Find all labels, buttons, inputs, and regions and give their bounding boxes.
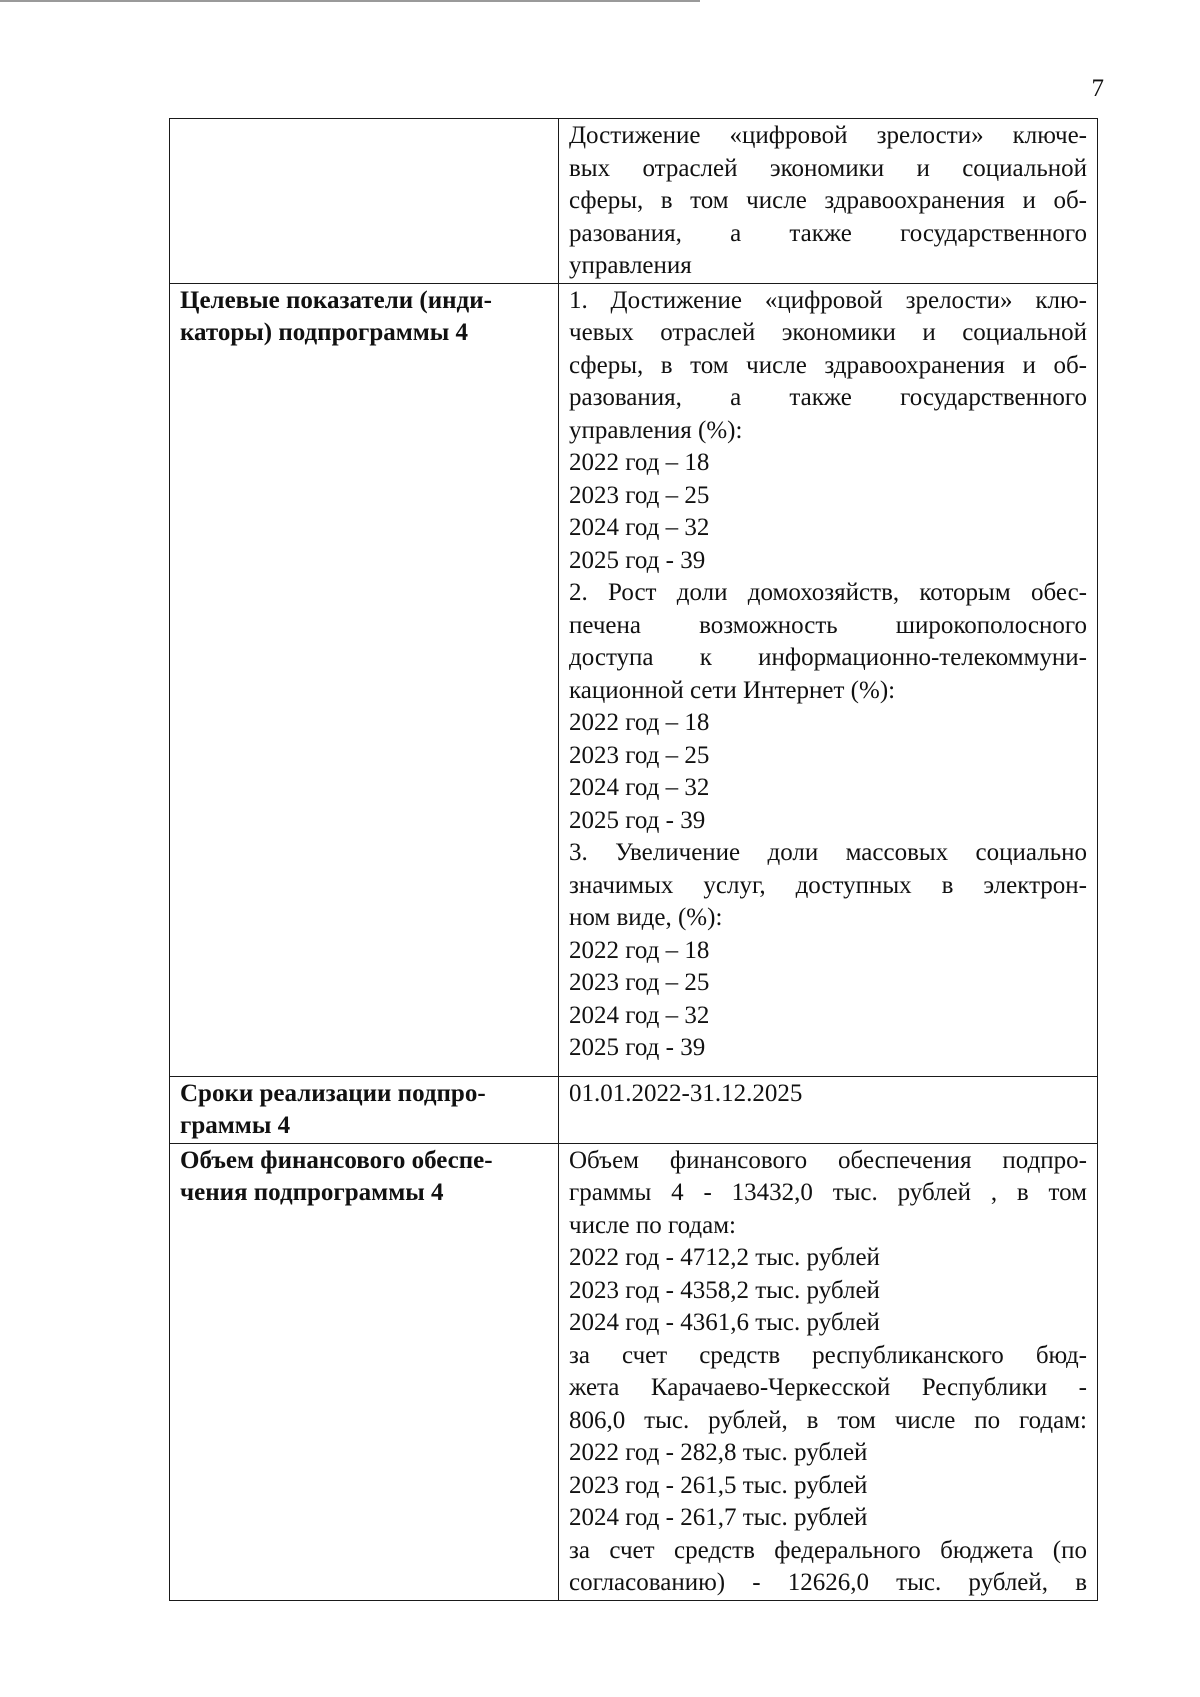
row-content-line: 2024 год - 4361,6 тыс. рублей (569, 1309, 880, 1336)
row-content-line: 2023 год – 25 (569, 969, 710, 996)
row-label-line: Сроки реализации подпро- (180, 1079, 486, 1107)
page-number: 7 (1091, 75, 1104, 102)
row-label-cell (170, 1143, 559, 1600)
row-content-line: разования, а также государственного (569, 219, 1087, 247)
row-label-line: чения подпрограммы 4 (180, 1179, 444, 1206)
row-label-line: каторы) подпрограммы 4 (180, 319, 469, 346)
row-content-line: 2023 год – 25 (569, 741, 710, 769)
row-label-cell (170, 119, 559, 284)
row-content-line: печена возможность широкополосного (569, 611, 1087, 639)
row-content-line: за счет средств федерального бюджета (по (569, 1536, 1087, 1564)
table-row (170, 1143, 1098, 1600)
row-content-line: числе по годам: (569, 1211, 736, 1239)
row-content-line: 2022 год – 18 (569, 449, 710, 476)
row-content-line: 2022 год - 282,8 тыс. рублей (569, 1439, 868, 1466)
row-content-line: 2023 год - 4358,2 тыс. рублей (569, 1276, 880, 1304)
row-content-cell (559, 119, 1098, 284)
row-content-line: 2024 год – 32 (569, 1001, 710, 1029)
row-content-line: разования, а также государственного (569, 384, 1087, 411)
row-content-line: 2. Рост доли домохозяйств, которым обес- (569, 579, 1087, 606)
table-row (170, 1076, 1098, 1143)
subprogram-passport-table (169, 118, 1098, 1601)
row-content-line: жета Карачаево-Черкесской Республики - (569, 1374, 1087, 1401)
row-content-line: управления (%): (569, 416, 743, 444)
row-content-line: 2023 год - 261,5 тыс. рублей (569, 1471, 868, 1499)
row-content-line: 2024 год – 32 (569, 774, 710, 801)
row-content-line: сферы, в том числе здравоохранения и об- (569, 187, 1087, 214)
row-content-line: 2022 год - 4712,2 тыс. рублей (569, 1244, 880, 1271)
row-label-line: Целевые показатели (инди- (180, 286, 492, 314)
row-content-line: доступа к информационно-телекоммуни- (569, 644, 1087, 671)
row-label-cell (170, 1076, 559, 1143)
row-content-line: 2025 год - 39 (569, 1034, 706, 1061)
row-content-line: 2024 год – 32 (569, 514, 710, 541)
row-content-line: Достижение «цифровой зрелости» ключе- (569, 122, 1087, 149)
row-content-line: 806,0 тыс. рублей, в том числе по годам: (569, 1406, 1087, 1434)
row-content-cell (559, 283, 1098, 1076)
row-content-line: 1. Достижение «цифровой зрелости» клю- (569, 286, 1087, 314)
row-content-line: согласованию) - 12626,0 тыс. рублей, в (569, 1569, 1087, 1596)
row-content-line: чевых отраслей экономики и социальной (569, 319, 1087, 346)
row-content-line: вых отраслей экономики и социальной (569, 154, 1087, 182)
table-row (170, 283, 1098, 1076)
table-row (170, 119, 1098, 284)
row-content-line: 01.01.2022-31.12.2025 (569, 1079, 803, 1107)
row-content-line: 3. Увеличение доли массовых социально (569, 839, 1087, 866)
row-content-line: 2023 год – 25 (569, 481, 710, 509)
row-content-cell (559, 1143, 1098, 1600)
scan-top-edge (0, 0, 700, 2)
row-content-line: значимых услуг, доступных в электрон- (569, 871, 1087, 899)
row-content-line: 2025 год - 39 (569, 806, 706, 834)
row-content-line: 2024 год - 261,7 тыс. рублей (569, 1504, 868, 1531)
row-content-line: 2025 год - 39 (569, 546, 706, 574)
row-label-cell (170, 283, 559, 1076)
row-content-cell (559, 1076, 1098, 1143)
row-content-line: Объем финансового обеспечения подпро- (569, 1146, 1087, 1174)
row-content-line: управления (569, 252, 692, 279)
row-content-line: 2022 год – 18 (569, 709, 710, 736)
row-content-line: сферы, в том числе здравоохранения и об- (569, 351, 1087, 379)
row-content-line: ном виде, (%): (569, 904, 723, 931)
row-content-line: за счет средств республиканского бюд- (569, 1341, 1087, 1369)
row-label-line: Объем финансового обеспе- (180, 1146, 493, 1174)
row-content-line: граммы 4 - 13432,0 тыс. рублей , в том (569, 1179, 1087, 1206)
row-label-line: граммы 4 (180, 1112, 291, 1139)
row-content-line: кационной сети Интернет (%): (569, 676, 896, 704)
row-content-line: 2022 год – 18 (569, 936, 710, 964)
